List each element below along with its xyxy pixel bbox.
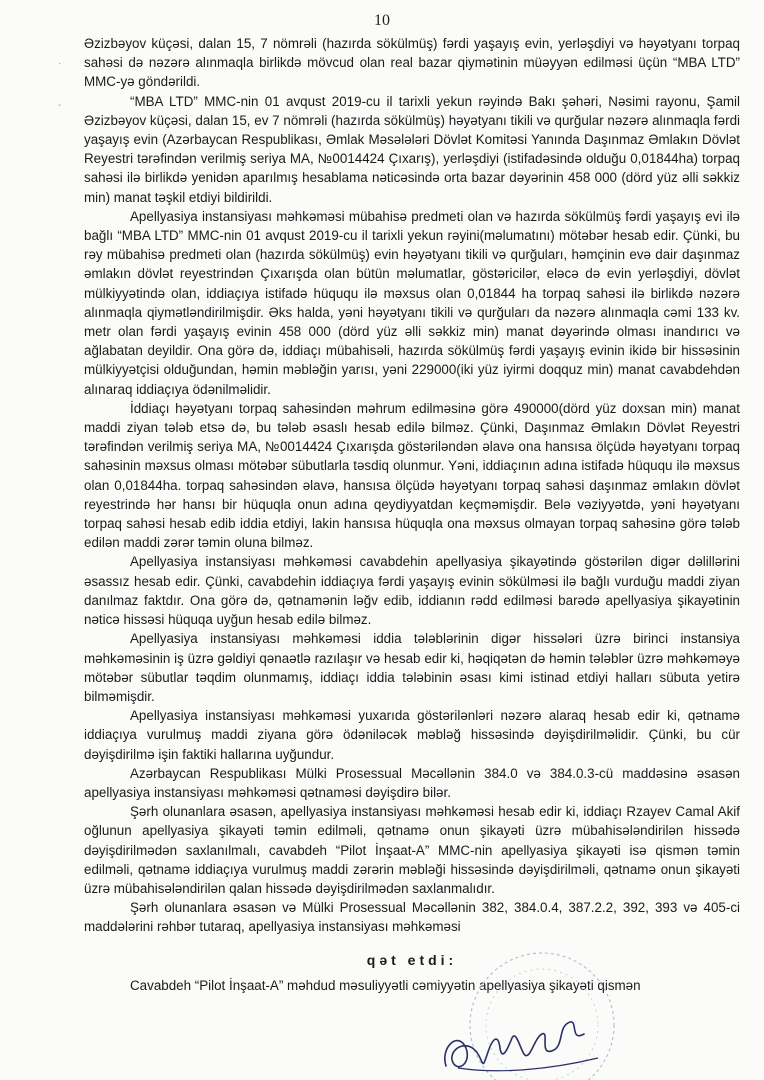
margin-mark: - [58, 100, 62, 111]
paragraph: Apellyasiya instansiyası məhkəməsi iddia tələblərinin digər hissələri üzrə birinci instansiya məhkəməsinin iş üzrə gəldiyi qənaətlə razılaşır və hesab edir ki, həqiqətən də həmin tələblər üzrə məhkəməyə mötəbər sübutlar təqdim olunmamış, iddiaçı iddia tələbinin əsası kimi istinad etdiyi halları sübuta yetirə bilməmişdir. [84, 631, 740, 704]
paragraph: Azərbaycan Respublikası Mülki Prosessual Məcəllənin 384.0 və 384.0.3-cü maddəsinə əsasən apellyasiya instansiyası məhkəməsi qətnaməsi dəyişdirə bilər. [84, 765, 740, 800]
paragraph: Apellyasiya instansiyası məhkəməsi mübahisə predmeti olan və hazırda sökülmüş fərdi yaşayış evi ilə bağlı “MBA LTD” MMC-nin 01 avqust 2019-cu il tarixli yekun rəyini(məlumatını) mötəbər hesab edir. Çünki, bu rəy mübahisə predmeti olan (hazırda sökülmüş) evin həyətyanı tikili və qurğuları, həmçinin evə dair daşınmaz əmlakın dövlət reyestrindən Çıxarışda olan bütün məlumatlar, göstəricilər, eləcə də evin yerləşdiyi, dövlət mülkiyyətində olan, iddiaçıya istifadə hüququ ilə məxsus olan 0,01844 ha torpaq sahəsi ilə birlikdə nəzərə alınmaqla qiymətləndirilmişdir. Əks halda, yəni həyətyanı tikili və qurğuları da nəzərə alınmaqla cəmi 133 kv. metr olan fərdi yaşayış evinin 458 000 (dörd yüz əlli səkkiz min) manat dəyərində olması inandırıcı və ağlabatan deyildir. Ona görə də, iddiaçı mübahisəli, hazırda sökülmüş fərdi yaşayış evinin ikidə bir hissəsinin mülkiyyətçisi olduğundan, həmin məbləğin yarısı, yəni 229000(iki yüz iyirmi doqquz min) manat cavabdehdən alınaraq iddiaçıya ödənilməlidir. [84, 208, 740, 397]
paragraph: Şərh olunanlara əsasən, apellyasiya instansiyası məhkəməsi hesab edir ki, iddiaçı Rzayev Camal Akif oğlunun apellyasiya şikayəti təmin edilməli, qətnamə onun şikayəti üzrə mübahisələndirilən hissədə dəyişdirilmədən saxlanılmalı, cavabdeh “Pilot İnşaat-A” MMC-nin apellyasiya şikayəti isə qismən təmin edilməli, qətnamə iddiaçıya vurulmuş maddi zərərin məbləği hissəsində dəyişdirilməli, qətnamə onun şikayəti üzrə mübahisələndirilən qalan hissədə dəyişdirilmədən saxlanmalıdır. [84, 804, 740, 896]
closing-paragraph: Cavabdeh “Pilot İnşaat-A” məhdud məsuliyyətli cəmiyyətin apellyasiya şikayəti qismən [130, 977, 641, 993]
margin-mark: · [58, 58, 62, 69]
paragraph: Apellyasiya instansiyası məhkəməsi yuxarıda göstərilənləri nəzərə alaraq hesab edir ki, qətnamə iddiaçıya vurulmuş maddi ziyana görə ödəniləcək məbləğ hissəsində dəyişdirilməlidir. Çünki, bu cür dəyişdirilmə işin faktiki hallarına uyğundur. [84, 708, 740, 762]
paragraph: Şərh olunanlara əsasən və Mülki Prosessual Məcəllənin 382, 384.0.4, 387.2.2, 392, 393 və 405-ci maddələrini rəhbər tutaraq, apellyasiya instansiyası məhkəməsi [84, 900, 740, 935]
decision-heading: qət etdi: [366, 951, 458, 968]
paragraph: Apellyasiya instansiyası məhkəməsi cavabdehin apellyasiya şikayətində göstərilən digər dəlillərini əsassız hesab edir. Çünki, cavabdehin iddiaçıya fərdi yaşayış evinin sökülməsi ilə bağlı vurduğu maddi ziyan danılmaz faktdır. Ona görə də, qətnamənin ləğv edib, iddianın rədd edilməsi barədə apellyasiya şikayətinin nəticə hissəsi hüquqa uyğun hesab edilə bilməz. [84, 554, 740, 628]
paragraph: “MBA LTD” MMC-nin 01 avqust 2019-cu il tarixli yekun rəyində Bakı şəhəri, Nəsimi rayonu, Şamil Əzizbəyov küçəsi, dalan 15, ev 7 nömrəli (hazırda sökülmüş) həyətyanı tikili və qurğular nəzərə alınmaqla fərdi yaşayış evin (Azərbaycan Respublikası, Əmlak Məsələləri Dövlət Komitəsi Yanında Daşınmaz Əmlakın Dövlət Reyestri tərəfindən verilmiş seriya MA, №0014424 Çıxarış), yerləşdiyi (istifadəsində olduğu 0,01844ha) torpaq sahəsi ilə birlikdə yenidən aparılmış hesablama nəticəsində orta bazar dəyərinin 458 000 (dörd yüz əlli səkkiz min) manat təşkil etdiyi bildirildi. [84, 93, 740, 205]
document-body [84, 34, 740, 995]
page-number: 10 [374, 12, 390, 29]
signature [438, 1008, 638, 1080]
paragraph: İddiaçı həyətyanı torpaq sahəsindən məhrum edilməsinə görə 490000(dörd yüz doxsan min) manat maddi ziyan tələb etsə də, bu tələb əsaslı hesab edilə bilməz. Çünki, Daşınmaz Əmlakın Dövlət Reyestri tərəfindən verilmiş seriya MA, №0014424 Çıxarışda göstəriləndən əlavə ona hansısa ölçüdə həyətyanı torpaq sahəsinin məxsus olması mötəbər sübutlarla təsdiq olunmur. Yəni, iddiaçının adına istifadə hüququ ilə məxsus olan 0,01844ha. torpaq sahəsindən əlavə, hansısa ölçüdə həyətyanı torpaq sahəsi daşınmaz əmlakın dövlət reyestrində hər hansı bir hüquqla onun adına qeydiyyatdan keçməmişdir. Belə vəziyyətdə, yəni həyətyanı torpaq sahəsi hesab edib iddia etdiyi, lakin hansısa hüquqla ona məxsus olmayan torpaq sahəsinə görə tələb edilən maddi zərər təmin oluna bilməz. [84, 400, 740, 551]
paragraph: Əzizbəyov küçəsi, dalan 15, 7 nömrəli (hazırda sökülmüş) fərdi yaşayış evin, yerləşdiyi və həyətyanı torpaq sahəsi də nəzərə alınmaqla birlikdə mövcud olan real bazar qiymətinin müəyyən edilməsi üçün “MBA LTD” MMC-yə göndərildi. [84, 36, 740, 90]
